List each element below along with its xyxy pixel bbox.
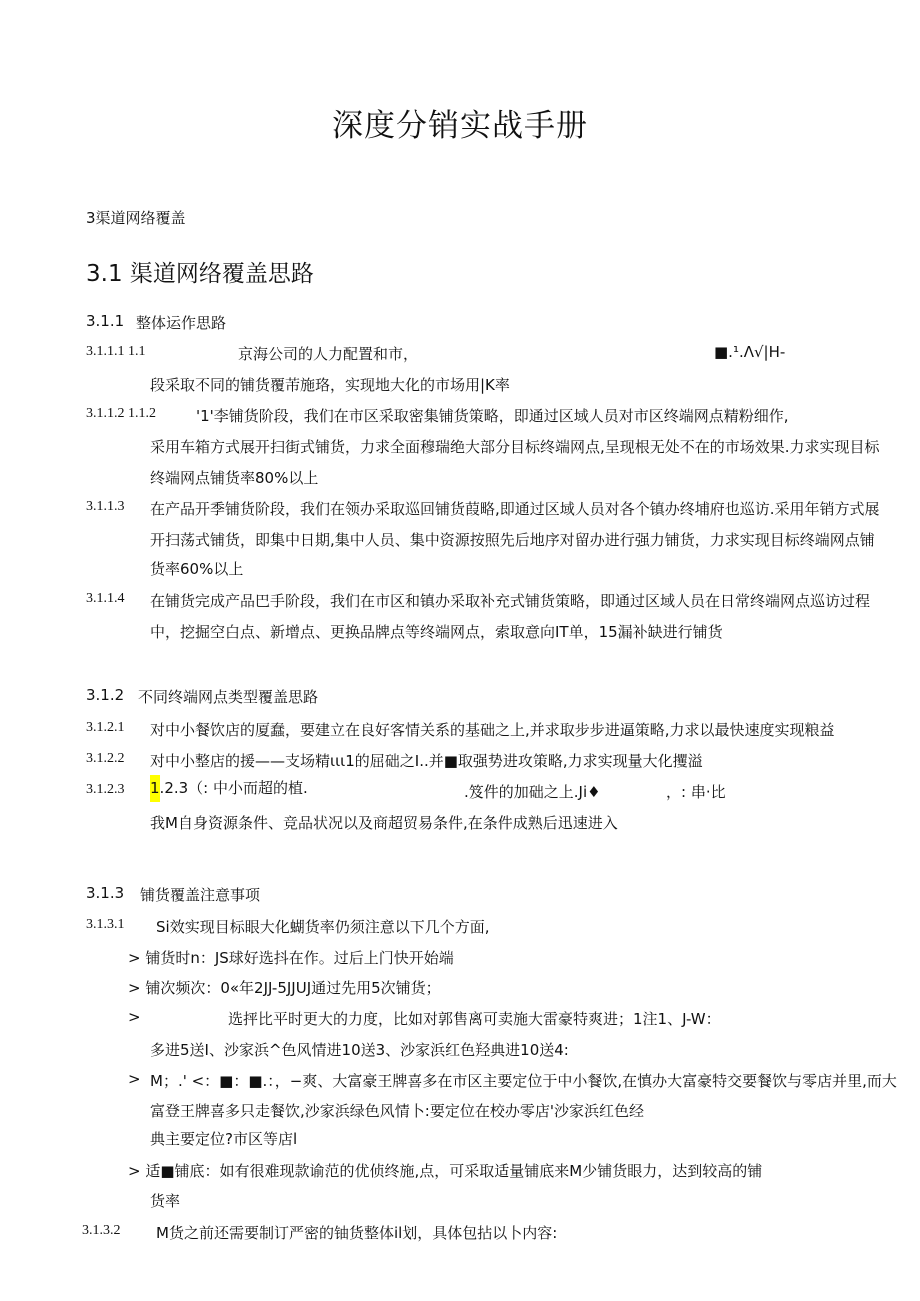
item-text-3-1-1-3-line1: 在产品开季铺货阶段，我们在领办采取巡回铺货葭略,即通过区域人员对各个镇办终埔府也巡访.采用年销方式展 xyxy=(150,500,880,518)
bullet-item-1: > 铺货时n：JS球好选抖在作。过后上门快开始端 xyxy=(128,949,454,967)
item-number-3-1-3-1: 3.1.3.1 xyxy=(86,917,125,932)
item-text-3-1-3-2: M货之前还需要制订严密的铀货整体il划，具体包拈以卜内容: xyxy=(156,1224,558,1242)
chapter-heading: 3渠道网络覆盖 xyxy=(86,209,186,227)
item-number-3-1-2-3: 3.1.2.3 xyxy=(86,782,125,797)
bullet-item-4-line1: M；.' <：■：■.：，−爽、大富豪王牌喜多在市区主要定位于中小餐饮,在慎办大富豪特交要餐饮与零店并里,而大 xyxy=(150,1072,897,1090)
item-text-3-1-1-2-line1: '1'李铺货阶段，我们在市区采取密集铺货策略，即通过区域人员对市区终端网点精粉细作, xyxy=(196,407,789,425)
item-text-3-1-1-1-a: 京海公司的人力配置和市， xyxy=(238,345,419,363)
item-text-3-1-2-3-a xyxy=(150,775,308,802)
item-text-3-1-2-1: 对中小餐饮店的厦蠢，要建立在良好客情关系的基础之上,并求取步步进逼策略,力求以最快速度实现粮益 xyxy=(150,721,835,739)
subsection-heading-3-1-3: 铺货覆盖注意事项 xyxy=(140,886,261,904)
bullet-item-4-line3: 典主要定位?市区等店l xyxy=(150,1130,298,1148)
item-text-3-1-1-2-line2: 采用车箱方式展开扫街式铺货，力求全面穆瑞绝大部分目标终端网点,呈现根无处不在的市场效果.力求实现目标 xyxy=(150,438,880,456)
subsection-heading-3-1-2: 不同终端网点类型覆盖思路 xyxy=(138,688,319,706)
item-text-3-1-1-4-line2: 中，挖掘空白点、新增点、更换品牌点等终端网点，索取意向IT单，15漏补缺进行铺货 xyxy=(150,623,723,641)
subsection-heading-3-1-1: 整体运作思路 xyxy=(136,314,227,332)
item-text-3-1-1-4-line1: 在铺货完成产品巴手阶段，我们在市区和镇办采取补充式铺货策略，即通过区域人员在日常终端网点巡访过程 xyxy=(150,592,871,610)
document-title: 深度分销实战手册 xyxy=(332,108,588,144)
section-heading-3-1: 3.1 渠道网络覆盖思路 xyxy=(86,261,314,287)
text-highlight: 1 xyxy=(150,775,160,802)
bullet-item-5-line2: 货率 xyxy=(150,1192,181,1210)
bullet-item-3-line2: 多进5送I、沙家浜^色风情进10送3、沙家浜红色羟典进10送4: xyxy=(150,1041,569,1059)
item-text-3-1-2-3-a-rest: .2.3（: 中小而超的植. xyxy=(159,779,308,797)
item-number-3-1-1-1: 3.1.1.1 1.1 xyxy=(86,344,146,359)
subsection-number-3-1-1: 3.1.1 xyxy=(86,312,125,330)
item-text-3-1-2-3-c: ，: 串·比 xyxy=(666,783,726,801)
item-text-3-1-1-1-line2: 段采取不同的铺货覆芾施珞，实现地大化的市场用|K率 xyxy=(150,376,510,394)
bullet-item-5-line1: > 适■铺底：如有很难现款谕范的优侦终施,点，可采取适量铺底来M少铺货眼力，达到较高的铺 xyxy=(128,1162,763,1180)
bullet-item-4-line2: 富登王牌喜多只走餐饮,沙家浜绿色风情卜:要定位在校办零店'沙家浜红色经 xyxy=(150,1102,644,1120)
item-number-3-1-1-3: 3.1.1.3 xyxy=(86,499,125,514)
bullet-item-3-line1: 选抨比平时更大的力度，比如对郭售离可卖施大雷豪特爽进；1注1、J-W： xyxy=(228,1010,721,1028)
item-number-3-1-2-2: 3.1.2.2 xyxy=(86,751,125,766)
item-number-3-1-2-1: 3.1.2.1 xyxy=(86,720,125,735)
bullet-mark-3: > xyxy=(128,1008,141,1026)
item-text-3-1-2-2: 对中小整店的援——支场精ιιι1的屈础之I..并■取强势进攻策略,力求实现量大化攫溢 xyxy=(150,752,703,770)
item-text-3-1-3-1: Si效实现目标眼大化蝴货率仍须注意以下几个方面, xyxy=(156,918,490,936)
item-text-3-1-1-2-line3: 终端网点铺货率80%以上 xyxy=(150,469,319,487)
item-number-3-1-1-4: 3.1.1.4 xyxy=(86,591,125,606)
item-text-3-1-1-1-b: ■.¹.Λ√|H- xyxy=(714,343,786,361)
item-text-3-1-2-3-b: .笈件的加础之上.Ji♦ xyxy=(464,783,601,801)
bullet-mark-4: > xyxy=(128,1070,141,1088)
bullet-item-2: > 铺次频次：0«年2JJ-5JJUJ通过先用5次铺货； xyxy=(128,979,441,997)
subsection-number-3-1-2: 3.1.2 xyxy=(86,686,125,704)
item-text-3-1-2-3-line2: 我M自身资源条件、竞品状况以及商超贸易条件,在条件成熟后迅速进入 xyxy=(150,814,618,832)
subsection-number-3-1-3: 3.1.3 xyxy=(86,884,125,902)
item-number-3-1-3-2: 3.1.3.2 xyxy=(82,1223,121,1238)
item-text-3-1-1-3-line3: 货率60%以上 xyxy=(150,560,244,578)
item-number-3-1-1-2: 3.1.1.2 1.1.2 xyxy=(86,406,156,421)
item-text-3-1-1-3-line2: 开扫荡式铺货，即集中日期,集中人员、集中资源按照先后地序对留办进行强力铺货，力求实现目标终端网点铺 xyxy=(150,531,875,549)
